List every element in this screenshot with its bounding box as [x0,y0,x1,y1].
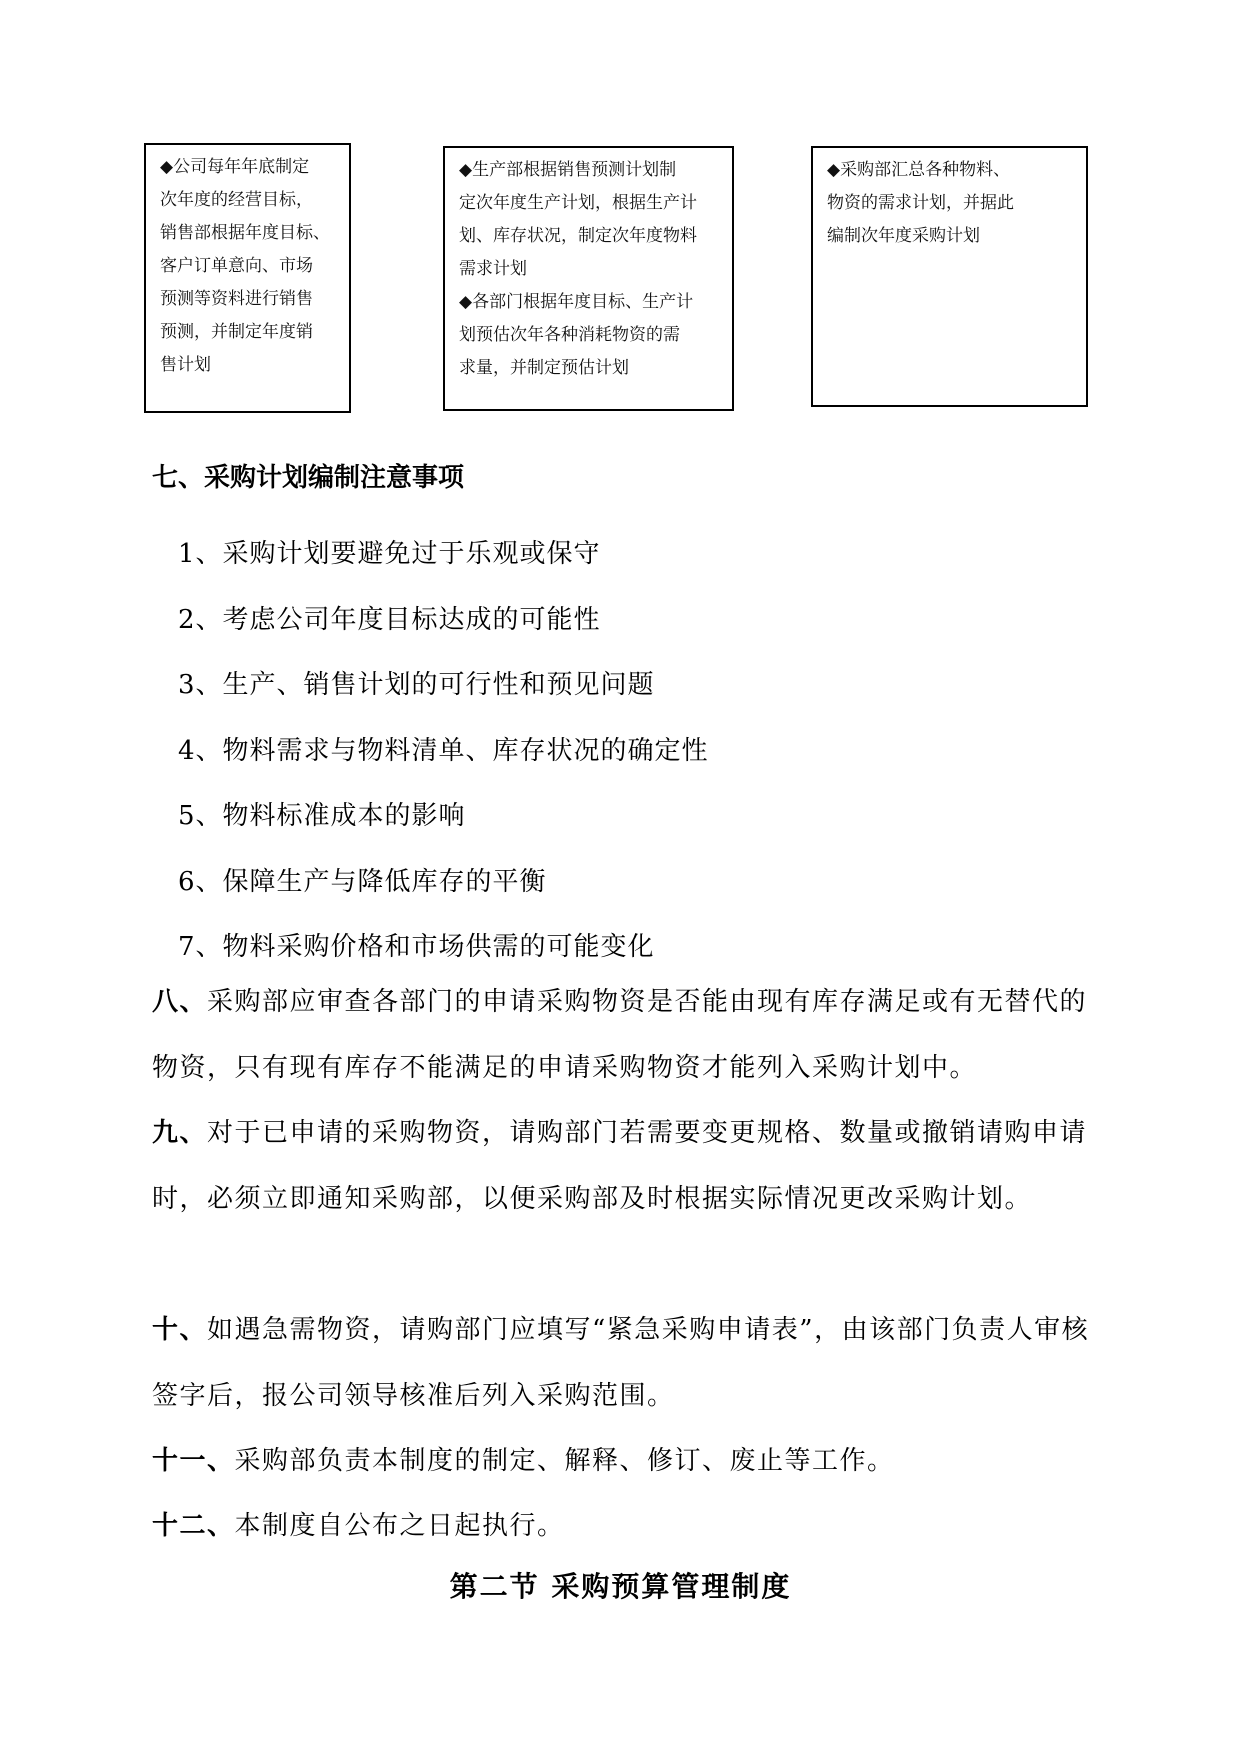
box-line: ◆采购部汇总各种物料、 [827,160,1011,180]
box-line: ◆公司每年年底制定 [160,157,310,177]
section-7-list [178,522,709,981]
box-line: ◆各部门根据年度目标、生产计 [459,292,694,312]
box-line: 定次年度生产计划，根据生产计 [459,193,697,213]
section-9-text: 对于已申请的采购物资，请购部门若需要变更规格、数量或撤销请购申请时，必须立即通知采购部，以便采购部及时根据实际情况更改采购计划。 [152,1118,1088,1214]
section-9-paragraph [152,1101,1112,1232]
section-11-number: 十一、 [152,1446,235,1476]
section-10-number: 十、 [152,1315,208,1345]
box-line: 次年度的经营目标， [160,190,313,210]
section-8-text: 采购部应审查各部门的申请采购物资是否能由现有库存满足或有无替代的物资，只有现有库存不能满足的申请采购物资才能列入采购计划中。 [152,987,1088,1083]
section-11-paragraph [152,1429,1112,1495]
section-10-paragraph [152,1298,1112,1429]
section-10-text: 如遇急需物资，请购部门应填写“紧急采购申请表”，由该部门负责人审核签字后，报公司领导核准后列入采购范围。 [152,1315,1090,1411]
section-12-text: 本制度自公布之日起执行。 [234,1511,565,1541]
list-item: 5、物料标准成本的影响 [178,801,466,831]
box-line: 划预估次年各种消耗物资的需 [459,325,680,345]
box-line: 编制次年度采购计划 [827,226,980,246]
box-line: ◆生产部根据销售预测计划制 [459,160,677,180]
list-item: 6、保障生产与降低库存的平衡 [178,866,547,897]
flow-box-purchase-plan [811,146,1088,407]
box-line: 物资的需求计划，并据此 [827,193,1014,213]
box-line: 客户订单意向、市场 [160,256,313,276]
flow-box-sales-plan [144,143,351,413]
list-item: 4、物料需求与物料清单、库存状况的确定性 [178,735,709,766]
section-8-paragraph [152,970,1112,1101]
box-line: 售计划 [160,355,211,375]
section-title: 第二节 采购预算管理制度 [449,1570,792,1603]
section-11-text: 采购部负责本制度的制定、解释、修订、废止等工作。 [234,1446,895,1476]
flow-box-production-plan [443,146,734,411]
section-12-number: 十二、 [152,1511,235,1541]
box-line: 销售部根据年度目标、 [160,223,330,243]
section-7-heading: 七、采购计划编制注意事项 [152,463,465,493]
box-line: 划、库存状况，制定次年度物料 [459,226,697,246]
section-12-paragraph [152,1494,1112,1560]
list-item: 3、生产、销售计划的可行性和预见问题 [178,670,655,700]
section-9-number: 九、 [152,1118,208,1148]
box-line: 预测，并制定年度销 [160,322,313,342]
list-item: 7、物料采购价格和市场供需的可能变化 [178,932,655,962]
section-8-number: 八、 [152,987,208,1017]
box-line: 需求计划 [459,259,527,279]
box-line: 求量，并制定预估计划 [459,358,629,378]
box-line: 预测等资料进行销售 [160,289,313,309]
list-item: 2、考虑公司年度目标达成的可能性 [178,604,601,635]
list-item: 1、采购计划要避免过于乐观或保守 [178,539,601,569]
